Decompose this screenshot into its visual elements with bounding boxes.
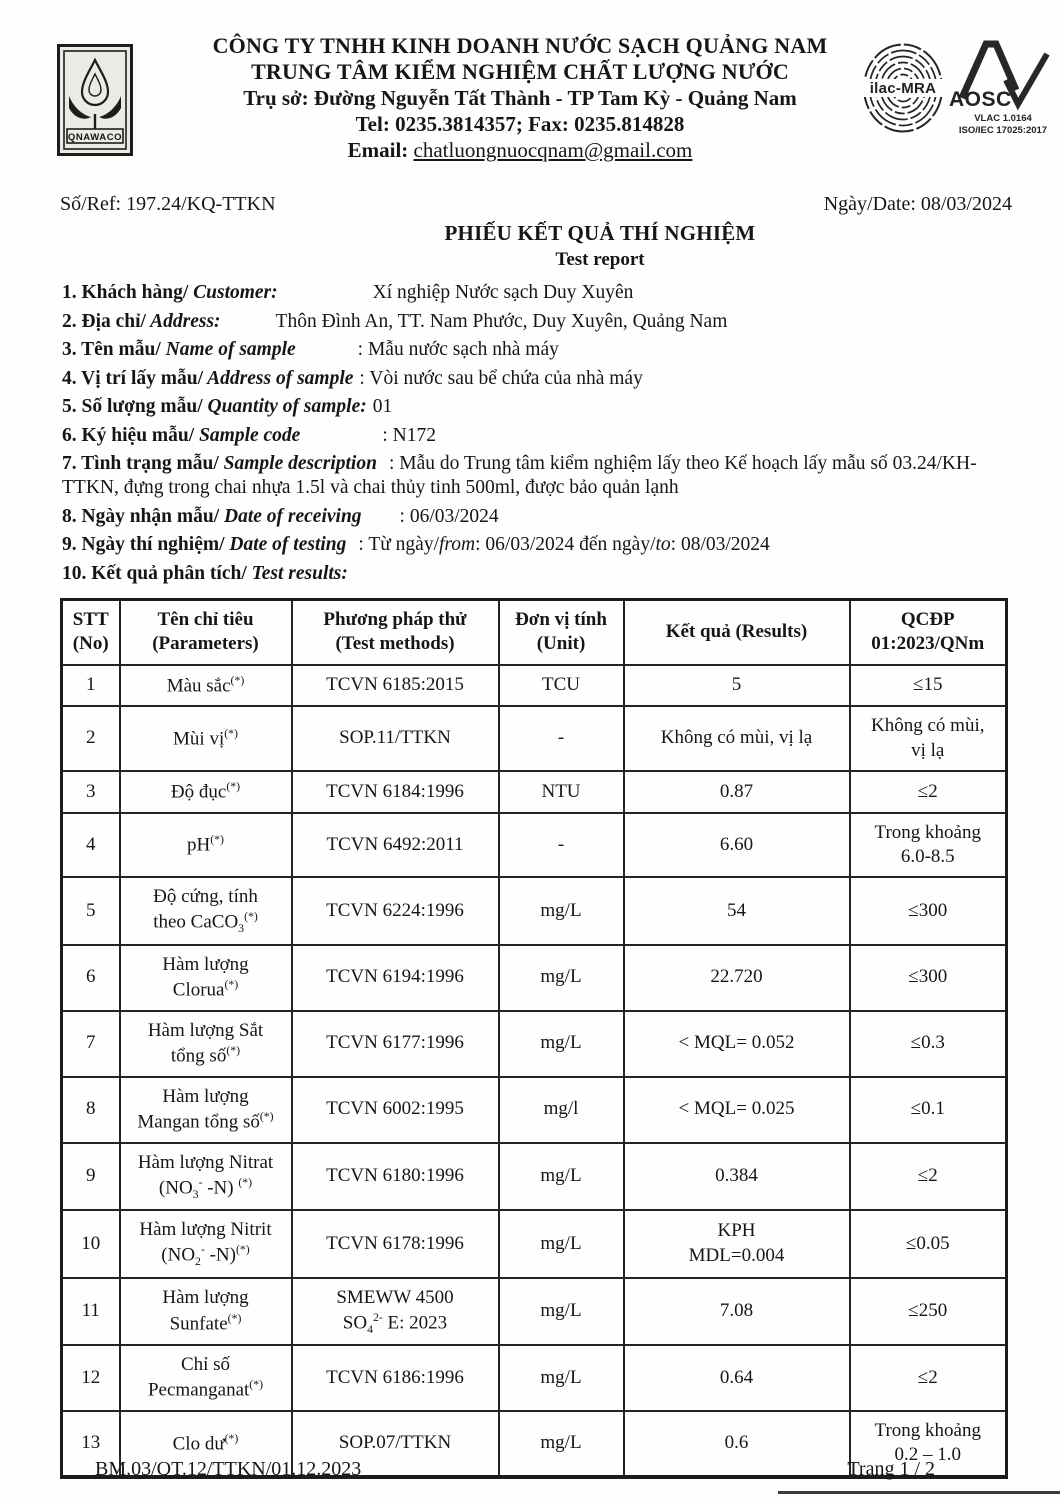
cell-param: Clo dư(*)	[120, 1411, 292, 1477]
letterhead	[150, 33, 890, 163]
cell-param: Hàm lượng Nitrit ($NO_2^-$ -N)(*)	[120, 1210, 292, 1278]
col-header-parameters: Tên chỉ tiêu (Parameters)	[120, 600, 292, 665]
cell-no: 6	[62, 945, 120, 1011]
cell-result: 54	[624, 877, 850, 945]
head-office-address: Trụ sở: Đường Nguyễn Tất Thành - TP Tam Kỳ - Quảng Nam	[243, 86, 797, 110]
cell-method: SMEWW 4500 $SO_4^{2-}$ E: 2023	[292, 1278, 499, 1346]
cell-no: 8	[62, 1077, 120, 1143]
cell-limit: ≤15	[850, 665, 1007, 707]
aosc-text: AOSC	[949, 88, 1012, 111]
table-row	[62, 813, 1007, 878]
cell-limit: ≤250	[850, 1278, 1007, 1346]
info-item-date-received: 8. Ngày nhận mẫu/ Date of receiving : 06/03/2024	[62, 505, 499, 527]
info-item-sample-location: 4. Vị trí lấy mẫu/ Address of sample : Vòi nước sau bể chứa của nhà máy	[62, 367, 643, 389]
cell-result: 5	[624, 665, 850, 707]
cell-param: Hàm lượng Mangan tổng số(*)	[120, 1077, 292, 1143]
report-title-vi: PHIẾU KẾT QUẢ THÍ NGHIỆM	[444, 221, 756, 245]
info-item-sample-name: 3. Tên mẫu/ Name of sample : Mẫu nước sạch nhà máy	[62, 339, 559, 360]
accreditation-stamps	[862, 36, 1058, 166]
info-item-date-tested: 9. Ngày thí nghiệm/ Date of testing : Từ ngày/from: 06/03/2024 đến ngày/to: 08/03/2024	[62, 534, 770, 555]
cell-method: TCVN 6194:1996	[292, 945, 499, 1011]
cell-method: TCVN 6178:1996	[292, 1210, 499, 1278]
phone-fax: Tel: 0235.3814357; Fax: 0235.814828	[355, 112, 685, 136]
ilac-mra-stamp-icon	[862, 42, 944, 134]
info-item-customer: 1. Khách hàng/ Customer: Xí nghiệp Nước sạch Duy Xuyên	[62, 282, 634, 303]
cell-result: < MQL= 0.052	[624, 1011, 850, 1077]
cell-limit: Không có mùi, vị lạ	[850, 706, 1007, 771]
table-row	[62, 877, 1007, 945]
page-footer	[60, 1458, 1005, 1481]
cell-no: 5	[62, 877, 120, 945]
info-item-sample-code: 6. Ký hiệu mẫu/ Sample code : N172	[62, 424, 436, 446]
cell-no: 4	[62, 813, 120, 878]
cell-unit: -	[499, 813, 624, 878]
email-label: Email:	[347, 138, 414, 162]
cell-unit: TCU	[499, 665, 624, 707]
cell-method: TCVN 6186:1996	[292, 1345, 499, 1411]
cell-result: Không có mùi, vị lạ	[624, 706, 850, 771]
cell-no: 9	[62, 1143, 120, 1211]
cell-method: TCVN 6224:1996	[292, 877, 499, 945]
cell-limit: ≤0.1	[850, 1077, 1007, 1143]
cell-no: 1	[62, 665, 120, 707]
cell-result: KPH MDL=0.004	[624, 1210, 850, 1278]
cell-unit: mg/L	[499, 1411, 624, 1477]
qnawaco-logo	[57, 44, 133, 156]
cell-unit: -	[499, 706, 624, 771]
cell-limit: ≤300	[850, 945, 1007, 1011]
cell-method: SOP.11/TTKN	[292, 706, 499, 771]
email-line	[150, 137, 890, 163]
col-header-results: Kết quả (Results)	[624, 600, 850, 665]
table-row	[62, 1210, 1007, 1278]
meta-row	[60, 193, 1012, 216]
cell-param: Màu sắc(*)	[120, 665, 292, 707]
cell-param: pH(*)	[120, 813, 292, 878]
aosc-vlac-text: VLAC 1.0164	[974, 113, 1032, 124]
cell-result: 7.08	[624, 1278, 850, 1346]
cell-method: TCVN 6492:2011	[292, 813, 499, 878]
results-table	[60, 598, 1008, 1479]
cell-param: Độ cứng, tính theo CaCO$_3$(*)	[120, 877, 292, 945]
cell-unit: mg/L	[499, 1278, 624, 1346]
cell-result: 6.60	[624, 813, 850, 878]
report-date: Ngày/Date: 08/03/2024	[823, 193, 1012, 215]
cell-method: SOP.07/TTKN	[292, 1411, 499, 1477]
cell-method: TCVN 6184:1996	[292, 771, 499, 813]
cell-param: Chỉ số Pecmanganat(*)	[120, 1345, 292, 1411]
cell-param: Hàm lượng Nitrat ($NO_3^-$ -N) (*)	[120, 1143, 292, 1211]
info-item-sample-description: 7. Tình trạng mẫu/ Sample description : Mẫu do Trung tâm kiểm nghiệm lấy theo Kế hoạch lấy mẫu số 03.24/KH-TTKN, đựng trong chai nhựa 1.5l và chai thủy tinh 500ml, được bảo quản lạnh	[62, 453, 977, 498]
cell-param: Mùi vị(*)	[120, 706, 292, 771]
cell-no: 11	[62, 1278, 120, 1346]
center-name: TRUNG TÂM KIỂM NGHIỆM CHẤT LƯỢNG NƯỚC	[251, 59, 789, 84]
table-row	[62, 665, 1007, 707]
cell-unit: mg/L	[499, 1210, 624, 1278]
table-row	[62, 945, 1007, 1011]
cell-limit: ≤0.3	[850, 1011, 1007, 1077]
table-row	[62, 1011, 1007, 1077]
cell-limit: Trong khoảng 0.2 – 1.0	[850, 1411, 1007, 1477]
table-row	[62, 1345, 1007, 1411]
cell-unit: mg/L	[499, 1345, 624, 1411]
cell-no: 10	[62, 1210, 120, 1278]
cell-param: Hàm lượng Sắt tổng số(*)	[120, 1011, 292, 1077]
aosc-stamp-icon	[948, 36, 1058, 140]
cell-param: Hàm lượng Sunfate(*)	[120, 1278, 292, 1346]
cell-limit: ≤0.05	[850, 1210, 1007, 1278]
ilac-mra-text: ilac-MRA	[869, 80, 937, 97]
cell-limit: ≤2	[850, 1345, 1007, 1411]
page-number: Trang 1 / 2	[847, 1458, 935, 1480]
cell-no: 2	[62, 706, 120, 771]
cell-no: 13	[62, 1411, 120, 1477]
table-row	[62, 706, 1007, 771]
table-row	[62, 1143, 1007, 1211]
email-address: chatluongnuocqnam@gmail.com	[413, 138, 693, 162]
cell-method: TCVN 6185:2015	[292, 665, 499, 707]
cell-result: 0.6	[624, 1411, 850, 1477]
col-header-test-methods: Phương pháp thử (Test methods)	[292, 600, 499, 665]
col-header-stt: STT (No)	[62, 600, 120, 665]
cell-unit: mg/L	[499, 945, 624, 1011]
cell-result: 0.64	[624, 1345, 850, 1411]
table-row	[62, 1077, 1007, 1143]
cell-limit: ≤300	[850, 877, 1007, 945]
cell-param: Độ đục(*)	[120, 771, 292, 813]
table-row	[62, 1278, 1007, 1346]
table-header-row	[62, 600, 1007, 665]
cell-unit: mg/L	[499, 1011, 624, 1077]
cell-unit: NTU	[499, 771, 624, 813]
aosc-iso-text: ISO/IEC 17025:2017	[958, 125, 1048, 136]
cell-no: 3	[62, 771, 120, 813]
qnawaco-logo-text: QNAWACO	[67, 132, 123, 143]
report-title-en: Test report	[555, 249, 645, 270]
cell-result: < MQL= 0.025	[624, 1077, 850, 1143]
sample-info-list	[62, 281, 1010, 590]
cell-method: TCVN 6180:1996	[292, 1143, 499, 1211]
col-header-unit: Đơn vị tính (Unit)	[499, 600, 624, 665]
cell-no: 7	[62, 1011, 120, 1077]
cell-method: TCVN 6177:1996	[292, 1011, 499, 1077]
cell-unit: mg/L	[499, 1143, 624, 1211]
title-block	[0, 221, 1060, 271]
results-table-body	[62, 665, 1007, 1477]
ref-number: Số/Ref: 197.24/KQ-TTKN	[60, 193, 276, 215]
cell-unit: mg/l	[499, 1077, 624, 1143]
cell-limit: Trong khoảng 6.0-8.5	[850, 813, 1007, 878]
cell-limit: ≤2	[850, 1143, 1007, 1211]
cell-param: Hàm lượng Clorua(*)	[120, 945, 292, 1011]
cell-result: 22.720	[624, 945, 850, 1011]
cell-limit: ≤2	[850, 771, 1007, 813]
company-name: CÔNG TY TNHH KINH DOANH NƯỚC SẠCH QUẢNG NAM	[212, 33, 828, 58]
cell-result: 0.87	[624, 771, 850, 813]
cell-no: 12	[62, 1345, 120, 1411]
cell-unit: mg/L	[499, 877, 624, 945]
info-item-sample-quantity: 5. Số lượng mẫu/ Quantity of sample: 01	[62, 396, 393, 417]
info-item-address: 2. Địa chỉ/ Address: Thôn Đình An, TT. Nam Phước, Duy Xuyên, Quảng Nam	[62, 310, 728, 332]
scan-artifact-line	[778, 1491, 1060, 1494]
table-row	[62, 771, 1007, 813]
col-header-limit: QCĐP 01:2023/QNm	[850, 600, 1007, 665]
form-code: BM.03/QT.12/TTKN/01.12.2023	[95, 1458, 362, 1480]
cell-method: TCVN 6002:1995	[292, 1077, 499, 1143]
cell-result: 0.384	[624, 1143, 850, 1211]
info-item-results-heading: 10. Kết quả phân tích/ Test results:	[62, 562, 348, 584]
